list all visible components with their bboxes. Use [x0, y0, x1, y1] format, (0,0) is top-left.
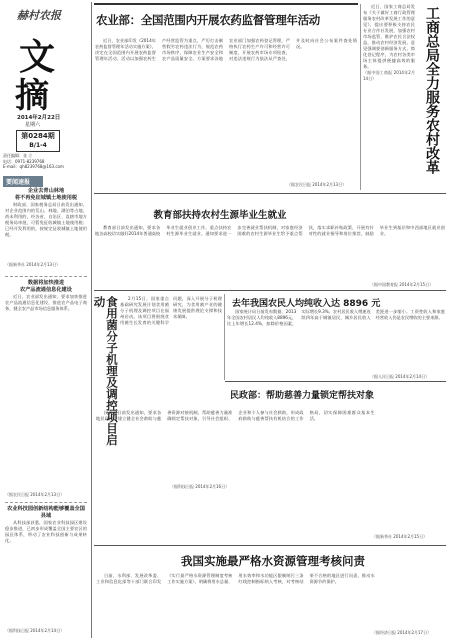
civil-text: 民政部日前发出通知，要求各地民政部门建立健全社会救助与慈善资源对接机制，帮助慈善力量准确锁定帮扶对象，引导社会组织、企业和个人参与社会救助，形成政府救助与慈善帮扶有机结合的工作格局，切实保障困难群众基本生活。	[96, 410, 375, 421]
sidebar-item	[5, 188, 87, 268]
graduates-headline: 教育部扶持农村生源毕业生就业	[153, 210, 287, 221]
column-divider	[224, 294, 225, 380]
section-rule	[94, 290, 446, 291]
masthead	[3, 3, 89, 155]
section-char-wen: 文	[19, 36, 56, 78]
sidebar-item-title: 农业科技园创新结构能够覆盖全国县域	[7, 506, 85, 519]
civil-body	[96, 410, 446, 540]
sidebar-item	[5, 280, 87, 498]
lead-rule	[94, 3, 358, 5]
income-source: （据人民日报 2014年2月14日）	[370, 374, 430, 379]
issue-date: 2014年2月22日	[17, 115, 61, 121]
sidebar-item-subtitle: 农产品流通信息化建设	[20, 287, 72, 293]
contact-phone: 电话：0971-8239768	[3, 158, 45, 164]
right-story-text: 近日，国家工商总局发布《关于做好工商行政管理服务农村改革发展工作的意见》，提出要积极支持农民专业合作社发展，加强农村市场监管，维护农民合法权益，推动农村经济发展。意见强调要创新服务方式，简化登记程序，为农村各类市场主体提供便捷高效的服务。	[363, 4, 415, 69]
graduates-text: 教育部日前发出通知，要求各地各高校切实做好2014年普通高校毕业生就业创业工作，重点扶持农村生源毕业生就业。通知要求进一步完善就业帮扶机制，对家庭经济困难的农村生源毕业生给予重点帮扶，落实求职补贴政策，开展有针对性的就业指导和岗位推荐，鼓励毕业生到基层和中西部地区就业创业。	[95, 225, 445, 236]
divider	[5, 276, 87, 277]
sidebar-item-title: 数据将加快推进	[27, 280, 65, 286]
contact-editor: 责任编辑：张 立	[3, 153, 33, 158]
sidebar	[3, 176, 89, 636]
income-headline: 去年我国农民人均纯收入达 8896 元	[232, 299, 381, 309]
water-source: （据经济日报 2014年2月17日）	[372, 630, 432, 635]
food-source: （据科技日报 2014年2月16日）	[170, 484, 230, 489]
column-divider	[360, 4, 361, 190]
sidebar-item-source: （据新华社 2014年2月13日）	[5, 262, 61, 267]
lead-source: （据农民日报 2014年2月13日）	[287, 182, 347, 187]
divider	[5, 502, 87, 503]
food-text: 2月15日，国家重点基础研究发展计划食用菌分子机理及调控项目在福州启动。该项目将围绕食用菌生长发育的关键科学问题，深入开展分子机理研究，为食用菌产业的健康发展提供理论支撑和技术保障。	[120, 296, 222, 325]
water-text: 日前，水利部、发展改革委、工业和信息化部等十部门联合印发《实行最严格水资源管理制度考核工作实施方案》，明确将用水总量、用水效率和水功能区限制纳污三条红线控制指标纳入考核，对考核结果不合格的地区进行问责，推动水资源节约保护。	[96, 573, 375, 584]
issue-number: 第0284期	[21, 132, 55, 140]
sidebar-item-body: 财政部、国家税务总局日前发出通知，对企业范围内的荒山、林地、湖泊等占地，尚未利用的，经各省、自治区、直辖市地方税务局审批，可暂免征收城镇土地使用税；已经开发利用的，按规定征收城镇土地使用税。	[5, 202, 87, 237]
column-divider	[91, 2, 92, 638]
graduates-source: （据中国教育报 2014年2月15日）	[370, 282, 434, 287]
right-story-source: （据中国工商报 2014年2月14日）	[363, 70, 415, 81]
issue-weekday: 星期六	[25, 122, 41, 128]
civil-source: （据新华社 2014年2月15日）	[372, 534, 428, 539]
section-char-zhai: 摘	[15, 76, 49, 116]
vertical-headline-food: 食用菌分子机理及调控项目启动	[92, 296, 119, 446]
sidebar-header: 要闻速报	[3, 176, 43, 187]
contacts	[3, 153, 89, 170]
page-range: B/1-4	[29, 142, 47, 149]
graduates-body	[95, 225, 445, 285]
section-rule	[94, 193, 446, 194]
sidebar-item-source: （据农民日报 2014年2月13日）	[5, 492, 65, 497]
section-rule	[225, 381, 446, 382]
civil-headline: 民政部：帮助慈善力量锁定帮扶对象	[230, 391, 375, 401]
sidebar-item-title: 企业去青山林地	[27, 188, 65, 194]
sidebar-item-body: 从科技部获悉，国家农业科技园区建设稳步推进，已初步形成覆盖全国主要农区的园区体系，带动了农业科技创新与成果转化。	[5, 520, 87, 543]
sidebar-item-subtitle: 将不再免征城镇土地使用税	[14, 195, 78, 201]
vertical-headline-commerce: 工商总局全力服务农村改革	[424, 6, 440, 174]
section-rule	[94, 545, 446, 546]
lead-text: 近日，农业部印发《2014年农药监督管理年活动实施方案》，决定在全国范围内开展农药监督管理年活动。活动以加强农药生产经营监管为重点，严厉打击制售假劣农药违法行为，规范农药市场秩序，保障农业生产安全和农产品质量安全。方案要求各地农业部门加强农药登记管理，严格执行农药生产许可和经营许可制度，开展农药市场专项检查，对违法违规行为依法从严查处，并及时向社会公布案件查处情况。	[95, 38, 357, 61]
paper-name: 赫村农报	[17, 9, 61, 22]
income-body	[227, 309, 445, 375]
issue-box	[16, 130, 60, 152]
sidebar-item	[5, 506, 87, 634]
sidebar-item-source: （据科技日报 2014年2月14日）	[5, 628, 65, 633]
water-headline: 我国实施最严格水资源管理考核问责	[181, 554, 365, 568]
water-body	[96, 573, 446, 633]
right-story-body	[363, 4, 415, 190]
sidebar-item-body: 近日，农业部发出通知，要求加快推进农产品流通信息化建设，推进农产品电子商务，健全农产品市场信息服务体系。	[5, 294, 87, 311]
lead-body	[95, 38, 357, 188]
contact-email: E-mail：qh8239768@163.com	[3, 164, 64, 169]
income-text: 国家统计局日前发布数据，2013年全国农村居民人均纯收入8896元，比上年增长12.4%，扣除价格因素，实际增长9.3%。农村居民收入增速连续四年高于城镇居民，城乡居民收入差距进一步缩小。工资性收入和家庭经营收入仍是农民增收的主要来源。	[227, 309, 445, 326]
lead-headline: 农业部：全国范围内开展农药监督管理年活动	[96, 13, 320, 27]
